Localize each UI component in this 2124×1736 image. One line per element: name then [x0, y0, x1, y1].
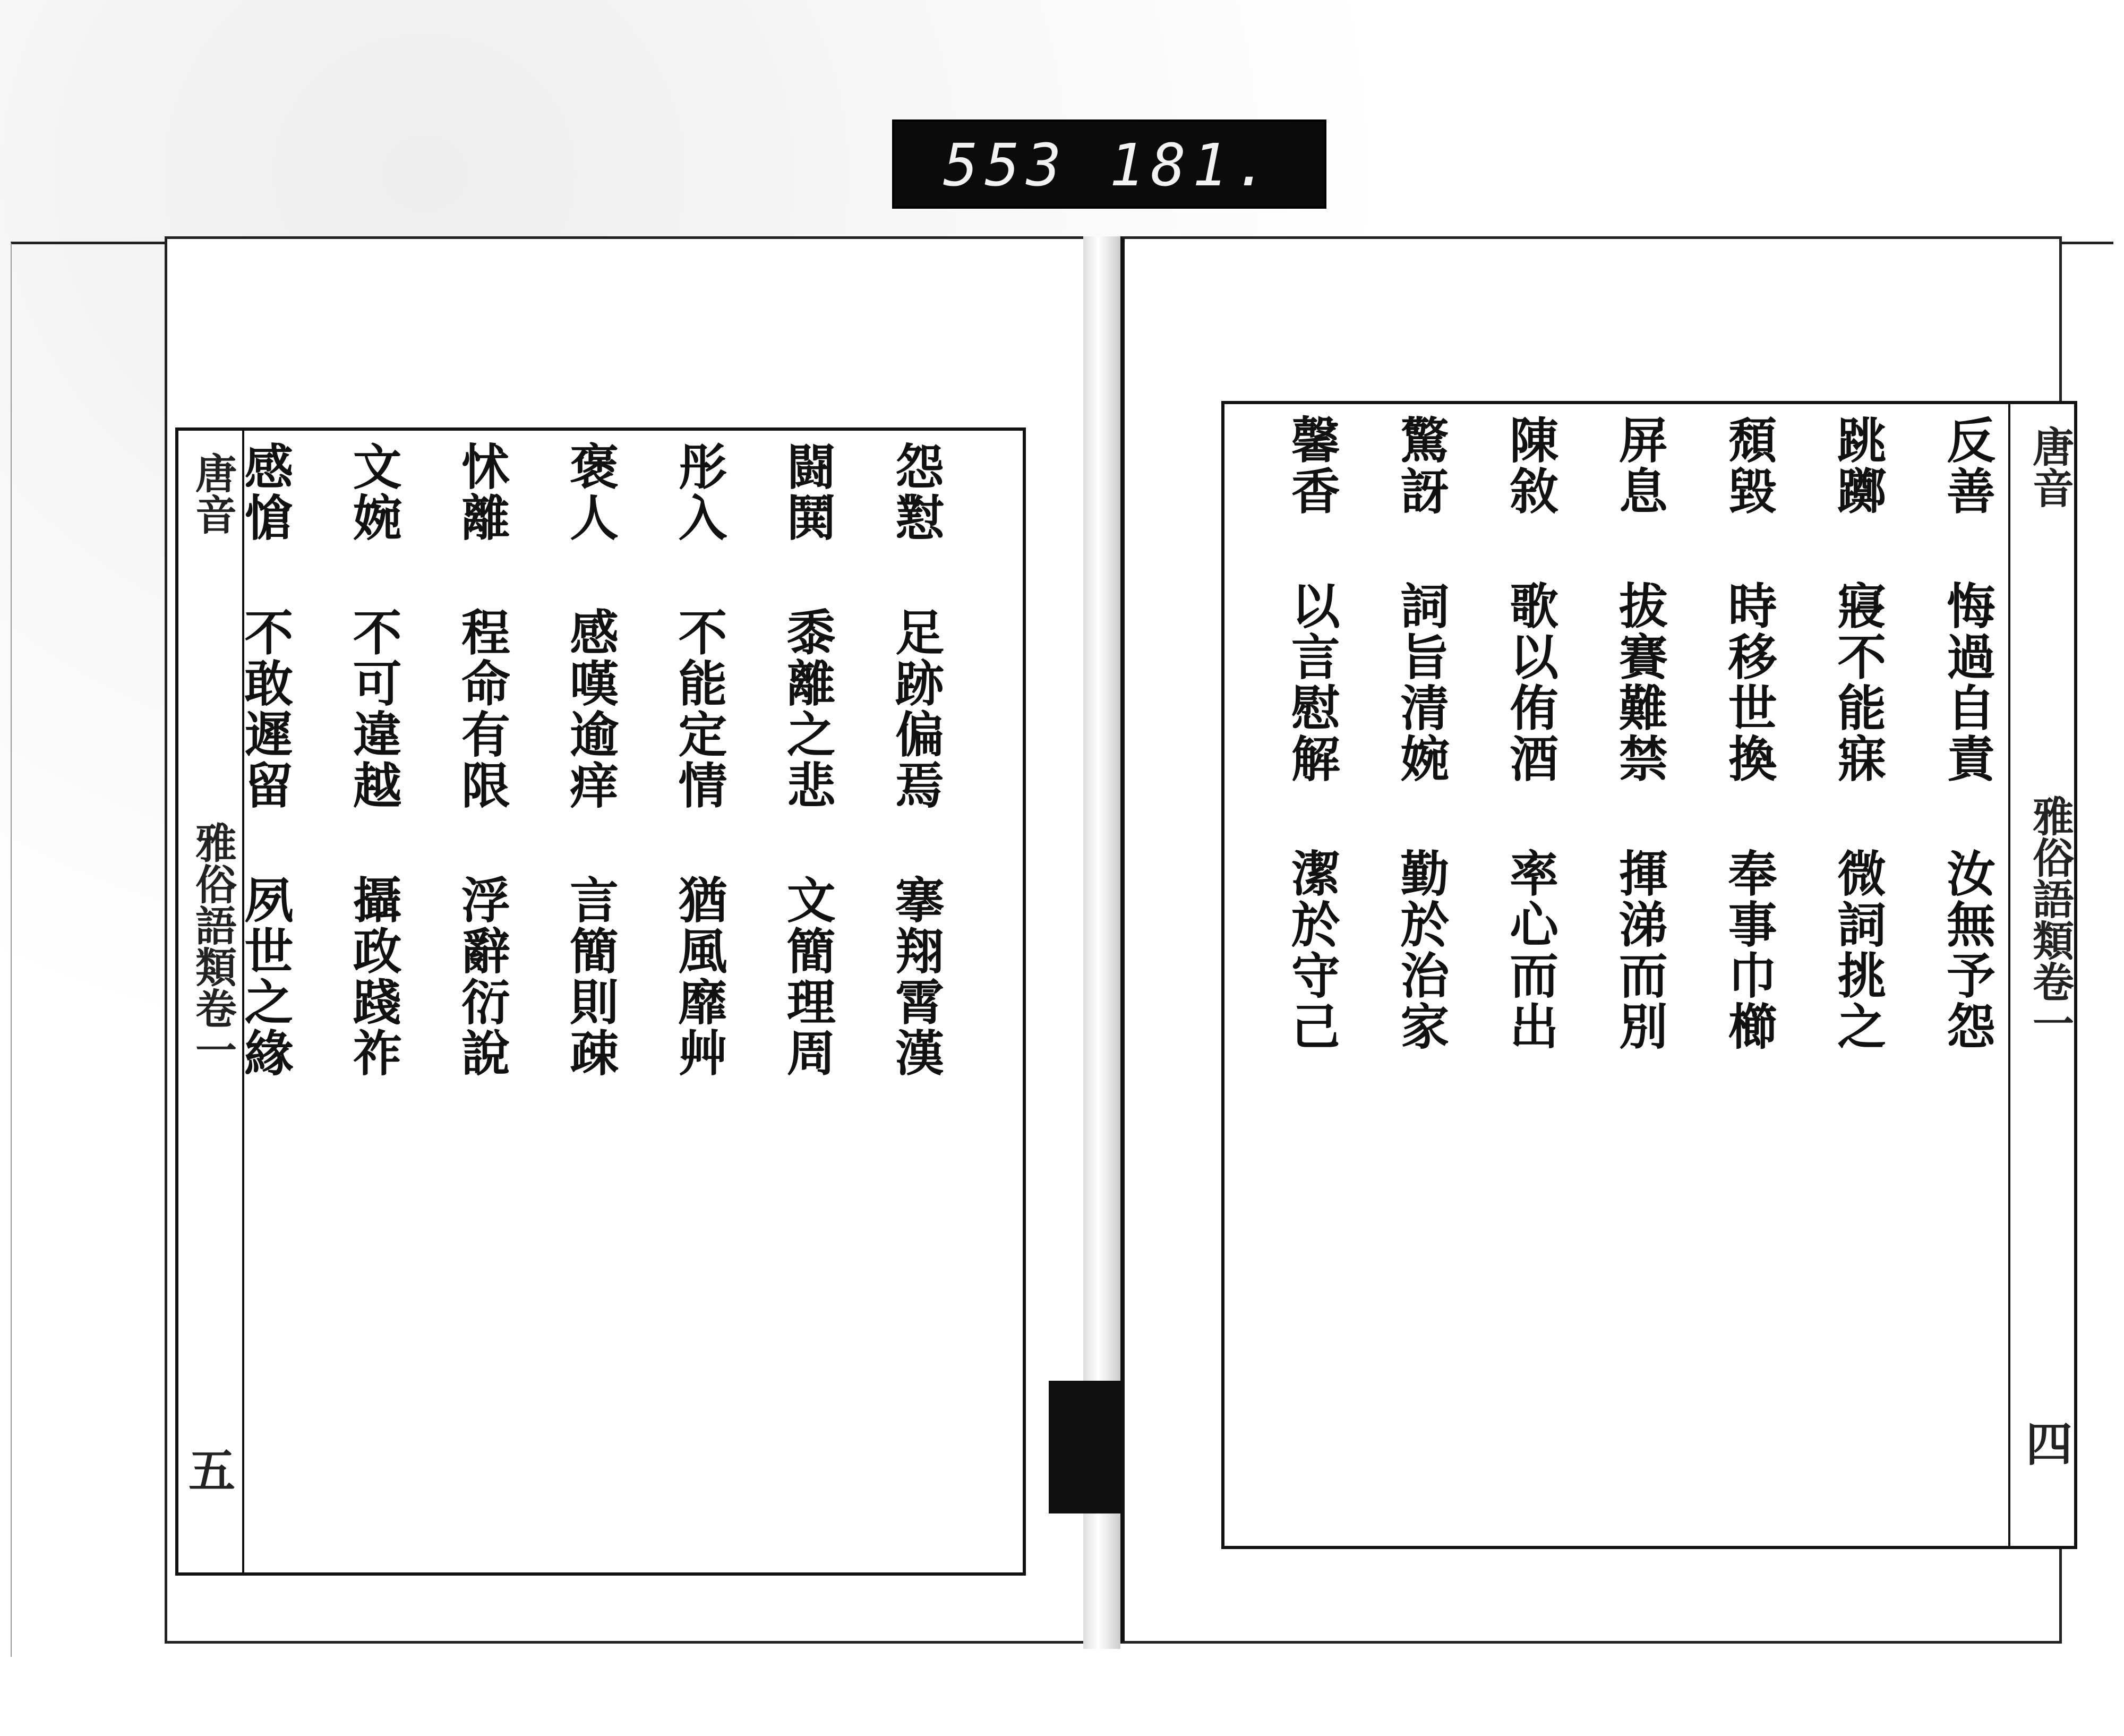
- text-column: [1235, 415, 1344, 1535]
- text-column: [731, 441, 840, 1562]
- entry: 驚訝: [1392, 415, 1450, 517]
- text-column: [1344, 415, 1454, 1535]
- text-column: [1672, 415, 1782, 1535]
- right-hanshin-title: 唐音: [2026, 425, 2074, 508]
- entry: 跳躑: [1829, 415, 1887, 517]
- entry: 陳敘: [1502, 415, 1560, 517]
- right-text-frame: [1221, 401, 2077, 1549]
- left-hanshin-subtitle: 雅俗語類卷一: [189, 822, 237, 1070]
- entry: 馨香: [1283, 415, 1341, 517]
- entry: 感嘆逾痒: [562, 607, 620, 811]
- text-column: [1890, 415, 2000, 1535]
- entry: 以言慰解: [1283, 580, 1341, 784]
- text-column: [1563, 415, 1672, 1535]
- entry: 感愴: [236, 441, 294, 543]
- entry: 反善: [1939, 415, 1996, 517]
- entry: 汝無予怨: [1939, 848, 1996, 1052]
- text-column: [406, 441, 515, 1562]
- entry: 拔賽難禁: [1611, 580, 1668, 784]
- entry: 不可違越: [345, 607, 402, 811]
- entry: 率心而出: [1502, 848, 1560, 1052]
- entry: 夙世之緣: [236, 875, 294, 1079]
- right-page-number: 四: [2018, 1419, 2074, 1466]
- left-columns: [189, 441, 948, 1562]
- right-hanshin: [2008, 404, 2079, 1546]
- catalogue-label: [892, 119, 1326, 209]
- entry: 頹毀: [1720, 415, 1778, 517]
- left-page-number: 五: [181, 1446, 236, 1493]
- spine-tab: [1049, 1381, 1123, 1513]
- entry: 攝政踐祚: [345, 875, 402, 1079]
- entry: 怵離: [453, 441, 511, 543]
- entry: 言簡則疎: [562, 875, 620, 1079]
- text-column: [189, 441, 297, 1562]
- entry: 猶風靡艸: [670, 875, 728, 1079]
- entry: 不敢遲留: [236, 607, 294, 811]
- book-edge-left: [11, 242, 171, 1657]
- entry: 足跡偏焉: [887, 607, 945, 811]
- text-column: [840, 441, 948, 1562]
- entry: 闘鬨: [778, 441, 836, 543]
- entry: 潔於守己: [1283, 848, 1341, 1052]
- entry: 文簡理周: [778, 875, 836, 1079]
- entry: 褒人: [562, 441, 620, 543]
- right-columns: [1235, 415, 2000, 1535]
- entry: 奉事巾櫛: [1720, 848, 1778, 1052]
- entry: 勤於治家: [1392, 848, 1450, 1052]
- entry: 寢不能寐: [1829, 580, 1887, 784]
- text-column: [1782, 415, 1891, 1535]
- entry: 彤入: [670, 441, 728, 543]
- catalogue-label-text: 553 181.: [943, 131, 1275, 199]
- entry: 搴翔霄漢: [887, 875, 945, 1079]
- entry: 時移世換: [1720, 580, 1778, 784]
- entry: 黍離之悲: [778, 607, 836, 811]
- entry: 文婉: [345, 441, 402, 543]
- entry: 詞旨清婉: [1392, 580, 1450, 784]
- entry: 程命有限: [453, 607, 511, 811]
- entry: 微詞挑之: [1829, 848, 1887, 1052]
- text-column: [297, 441, 406, 1562]
- entry: 怨懟: [887, 441, 945, 543]
- right-hanshin-subtitle: 雅俗語類卷一: [2026, 795, 2074, 1044]
- left-text-frame: [175, 427, 1026, 1576]
- entry: 悔過自責: [1939, 580, 1996, 784]
- entry: 屏息: [1611, 415, 1668, 517]
- entry: 揮涕而別: [1611, 848, 1668, 1052]
- entry: 浮辭衍說: [453, 875, 511, 1079]
- text-column: [623, 441, 731, 1562]
- entry: 歌以侑酒: [1502, 580, 1560, 784]
- text-column: [515, 441, 623, 1562]
- text-column: [1453, 415, 1563, 1535]
- entry: 不能定情: [670, 607, 728, 811]
- left-hanshin-title: 唐音: [189, 452, 237, 535]
